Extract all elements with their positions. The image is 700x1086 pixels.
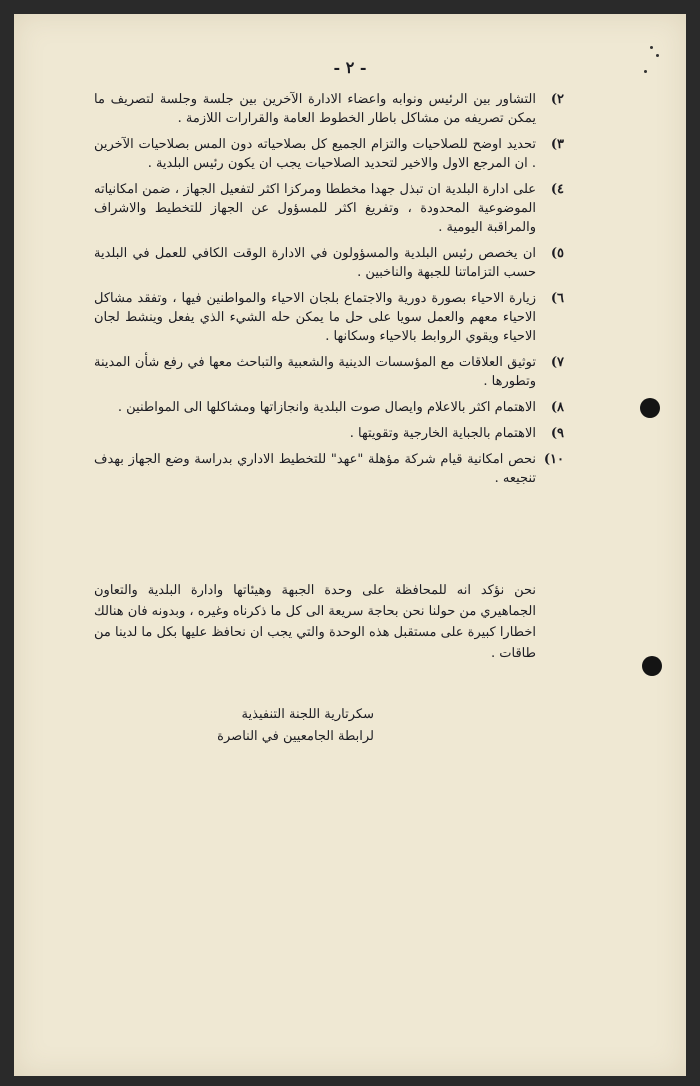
document-page — [14, 14, 686, 1076]
list-item — [94, 289, 564, 346]
list-item — [94, 398, 564, 417]
recommendations-list — [94, 90, 564, 495]
item-text: توثيق العلاقات مع المؤسسات الدينية والشعبية والتباحث معها في رفع شأن المدينة وتطورها . — [94, 355, 536, 389]
list-item — [94, 244, 564, 282]
signature-line-1: سكرتارية اللجنة التنفيذية — [241, 707, 374, 722]
ink-speck — [656, 54, 659, 57]
item-text: على ادارة البلدية ان تبذل جهدا مخططا ومركزا اكثر لتفعيل الجهاز ، ضمن امكانياته الموضوعية المحدودة ، وتفريغ اكثر للمسؤول عن الجهاز للتخطيط والاشراف والمراقبة اليومية . — [94, 182, 536, 235]
item-number: ٢) — [550, 92, 564, 107]
punch-hole — [642, 656, 662, 676]
item-text: الاهتمام بالجباية الخارجية وتقويتها . — [349, 426, 536, 441]
item-text: التشاور بين الرئيس ونوابه واعضاء الادارة الآخرين بين جلسة وجلسة لتصريف ما يمكن تصريفه من مشاكل باطار الخطوط العامة والقرارات اللازمة . — [94, 92, 536, 126]
list-item — [94, 450, 564, 488]
item-number: ٩) — [550, 426, 564, 441]
item-number: ٧) — [550, 355, 564, 370]
item-text: تحديد اوضح للصلاحيات والتزام الجميع كل بصلاحياته دون المس بصلاحيات الآخرين . ان المرجع الاول والاخير لتحديد الصلاحيات يجب ان يكون رئيس البلدية . — [94, 137, 536, 171]
list-item — [94, 353, 564, 391]
item-number: ٦) — [550, 291, 564, 306]
item-text: ان يخصص رئيس البلدية والمسؤولون في الادارة الوقت الكافي للعمل في البلدية حسب التزاماتنا للجبهة والناخبين . — [94, 246, 536, 280]
list-item — [94, 424, 564, 443]
item-text: الاهتمام اكثر بالاعلام وايصال صوت البلدية وانجازاتها ومشاكلها الى المواطنين . — [117, 400, 536, 415]
punch-hole — [640, 398, 660, 418]
closing-paragraph: نحن نؤكد انه للمحافظة على وحدة الجبهة وهيئاتها وادارة البلدية والتعاون الجماهيري من حولنا نحن بحاجة سريعة الى كل ما ذكرناه وغيره ، وبدونه فان هنالك اخطارا كبيرة على مستقبل هذه الوحدة والتي يجب ان نحافظ عليها بكل ما لدينا من طاقات . — [94, 583, 536, 661]
item-text: نحص امكانية قيام شركة مؤهلة "عهد" للتخطيط الاداري بدراسة وضع الجهاز بهدف تنجيعه . — [94, 452, 536, 486]
item-number: ٣) — [550, 137, 564, 152]
list-item — [94, 135, 564, 173]
ink-speck — [650, 46, 653, 49]
list-item — [94, 90, 564, 128]
item-number: ٤) — [550, 182, 564, 197]
signature-block — [134, 704, 374, 748]
list-item — [94, 180, 564, 237]
item-number: ١٠) — [543, 452, 564, 467]
ink-speck — [644, 70, 647, 73]
page-number: - ٢ - — [333, 58, 367, 77]
item-number: ٥) — [550, 246, 564, 261]
item-text: زيارة الاحياء بصورة دورية والاجتماع بلجان الاحياء والمواطنين فيها ، وتفقد مشاكل الاحياء معهم والعمل سويا على حل ما يمكن حله الشيء الذي يفعل وينشط لجان الاحياء ويقوي الروابط بالاحياء وسكانها . — [94, 291, 536, 344]
item-number: ٨) — [550, 400, 564, 415]
signature-line-2: لرابطة الجامعيين في الناصرة — [217, 729, 374, 744]
